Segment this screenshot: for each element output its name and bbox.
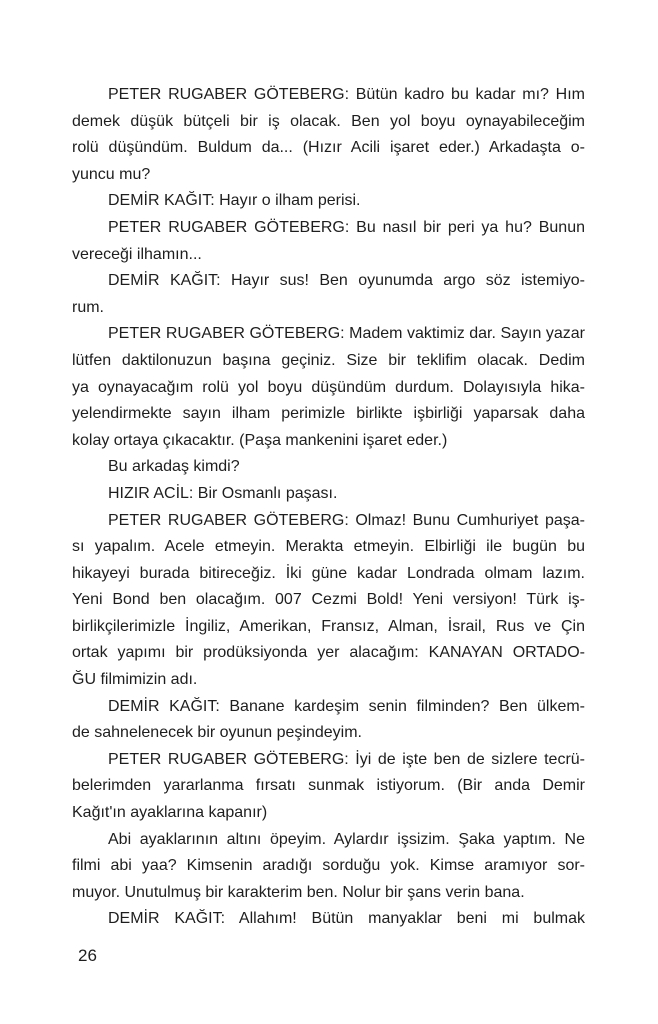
text-line: birlikçilerimizle İngiliz, Amerikan, Fransız, Alman, İsrail, Rus ve Çin xyxy=(72,617,585,635)
text-line: PETER RUGABER GÖTEBERG: İyi de işte ben de sizlere tecrü- xyxy=(108,750,585,768)
text-line: de sahnelenecek bir oyunun peşindeyim. xyxy=(72,724,362,742)
text-line: vereceği ilhamın... xyxy=(72,245,202,263)
text-line: DEMİR KAĞIT: Hayır o ilham perisi. xyxy=(108,192,361,210)
text-line: yelendirmekte sayın ilham perimizle birlikte işbirliği yaparsak daha xyxy=(72,405,585,423)
text-line: DEMİR KAĞIT: Allahım! Bütün manyaklar beni mi bulmak xyxy=(108,910,585,928)
text-line: ortak yapımı bir prodüksiyonda yer alacağım: KANAYAN ORTADO- xyxy=(72,644,585,662)
text-line: ĞU filmimizin adı. xyxy=(72,671,198,689)
page-text xyxy=(72,82,585,933)
text-line: kolay ortaya çıkacaktır. (Paşa mankenini işaret eder.) xyxy=(72,431,448,449)
text-line: Bu arkadaş kimdi? xyxy=(108,458,240,476)
text-line: PETER RUGABER GÖTEBERG: Madem vaktimiz dar. Sayın yazar xyxy=(108,325,585,343)
text-line: rum. xyxy=(72,298,104,316)
text-line: HIZIR ACİL: Bir Osmanlı paşası. xyxy=(108,484,338,502)
page-number: 26 xyxy=(78,946,97,965)
text-line: lütfen daktilonuzun başına geçiniz. Size bir teklifim olacak. Dedim xyxy=(72,351,585,369)
text-line: PETER RUGABER GÖTEBERG: Olmaz! Bunu Cumhuriyet paşa- xyxy=(108,511,585,529)
text-line: DEMİR KAĞIT: Hayır sus! Ben oyunumda argo söz istemiyo- xyxy=(108,272,585,290)
text-line: sı yapalım. Acele etmeyin. Merakta etmeyin. Elbirliği ile bugün bu xyxy=(72,538,585,556)
text-line: Abi ayaklarının altını öpeyim. Aylardır işsizim. Şaka yaptım. Ne xyxy=(108,830,585,848)
text-line: muyor. Unutulmuş bir karakterim ben. Nolur bir şans verin bana. xyxy=(72,883,525,901)
text-line: Yeni Bond ben olacağım. 007 Cezmi Bold! Yeni versiyon! Türk iş- xyxy=(72,591,585,609)
text-line: yuncu mu? xyxy=(72,165,151,183)
text-line: DEMİR KAĞIT: Banane kardeşim senin filminden? Ben ülkem- xyxy=(108,697,585,715)
text-line: PETER RUGABER GÖTEBERG: Bu nasıl bir peri ya hu? Bunun xyxy=(108,218,585,236)
text-line: PETER RUGABER GÖTEBERG: Bütün kadro bu kadar mı? Hım xyxy=(108,86,585,103)
text-line: demek düşük bütçeli bir iş olacak. Ben yol boyu oynayabileceğim xyxy=(72,112,585,130)
text-line: filmi abi yaa? Kimsenin aradığı sorduğu yok. Kimse aramıyor sor- xyxy=(72,857,585,875)
text-line: ya oynayacağım rolü yol boyu düşündüm durdum. Dolayısıyla hika- xyxy=(72,378,585,396)
text-line: belerimden yararlanma fırsatı sunmak istiyorum. (Bir anda Demir xyxy=(72,777,585,795)
text-line: rolü düşündüm. Buldum da... (Hızır Acili işaret eder.) Arkadaşta o- xyxy=(72,139,585,157)
text-line: Kağıt'ın ayaklarına kapanır) xyxy=(72,804,268,822)
text-line: hikayeyi burada bitireceğiz. İki güne kadar Londrada olmam lazım. xyxy=(72,564,585,582)
